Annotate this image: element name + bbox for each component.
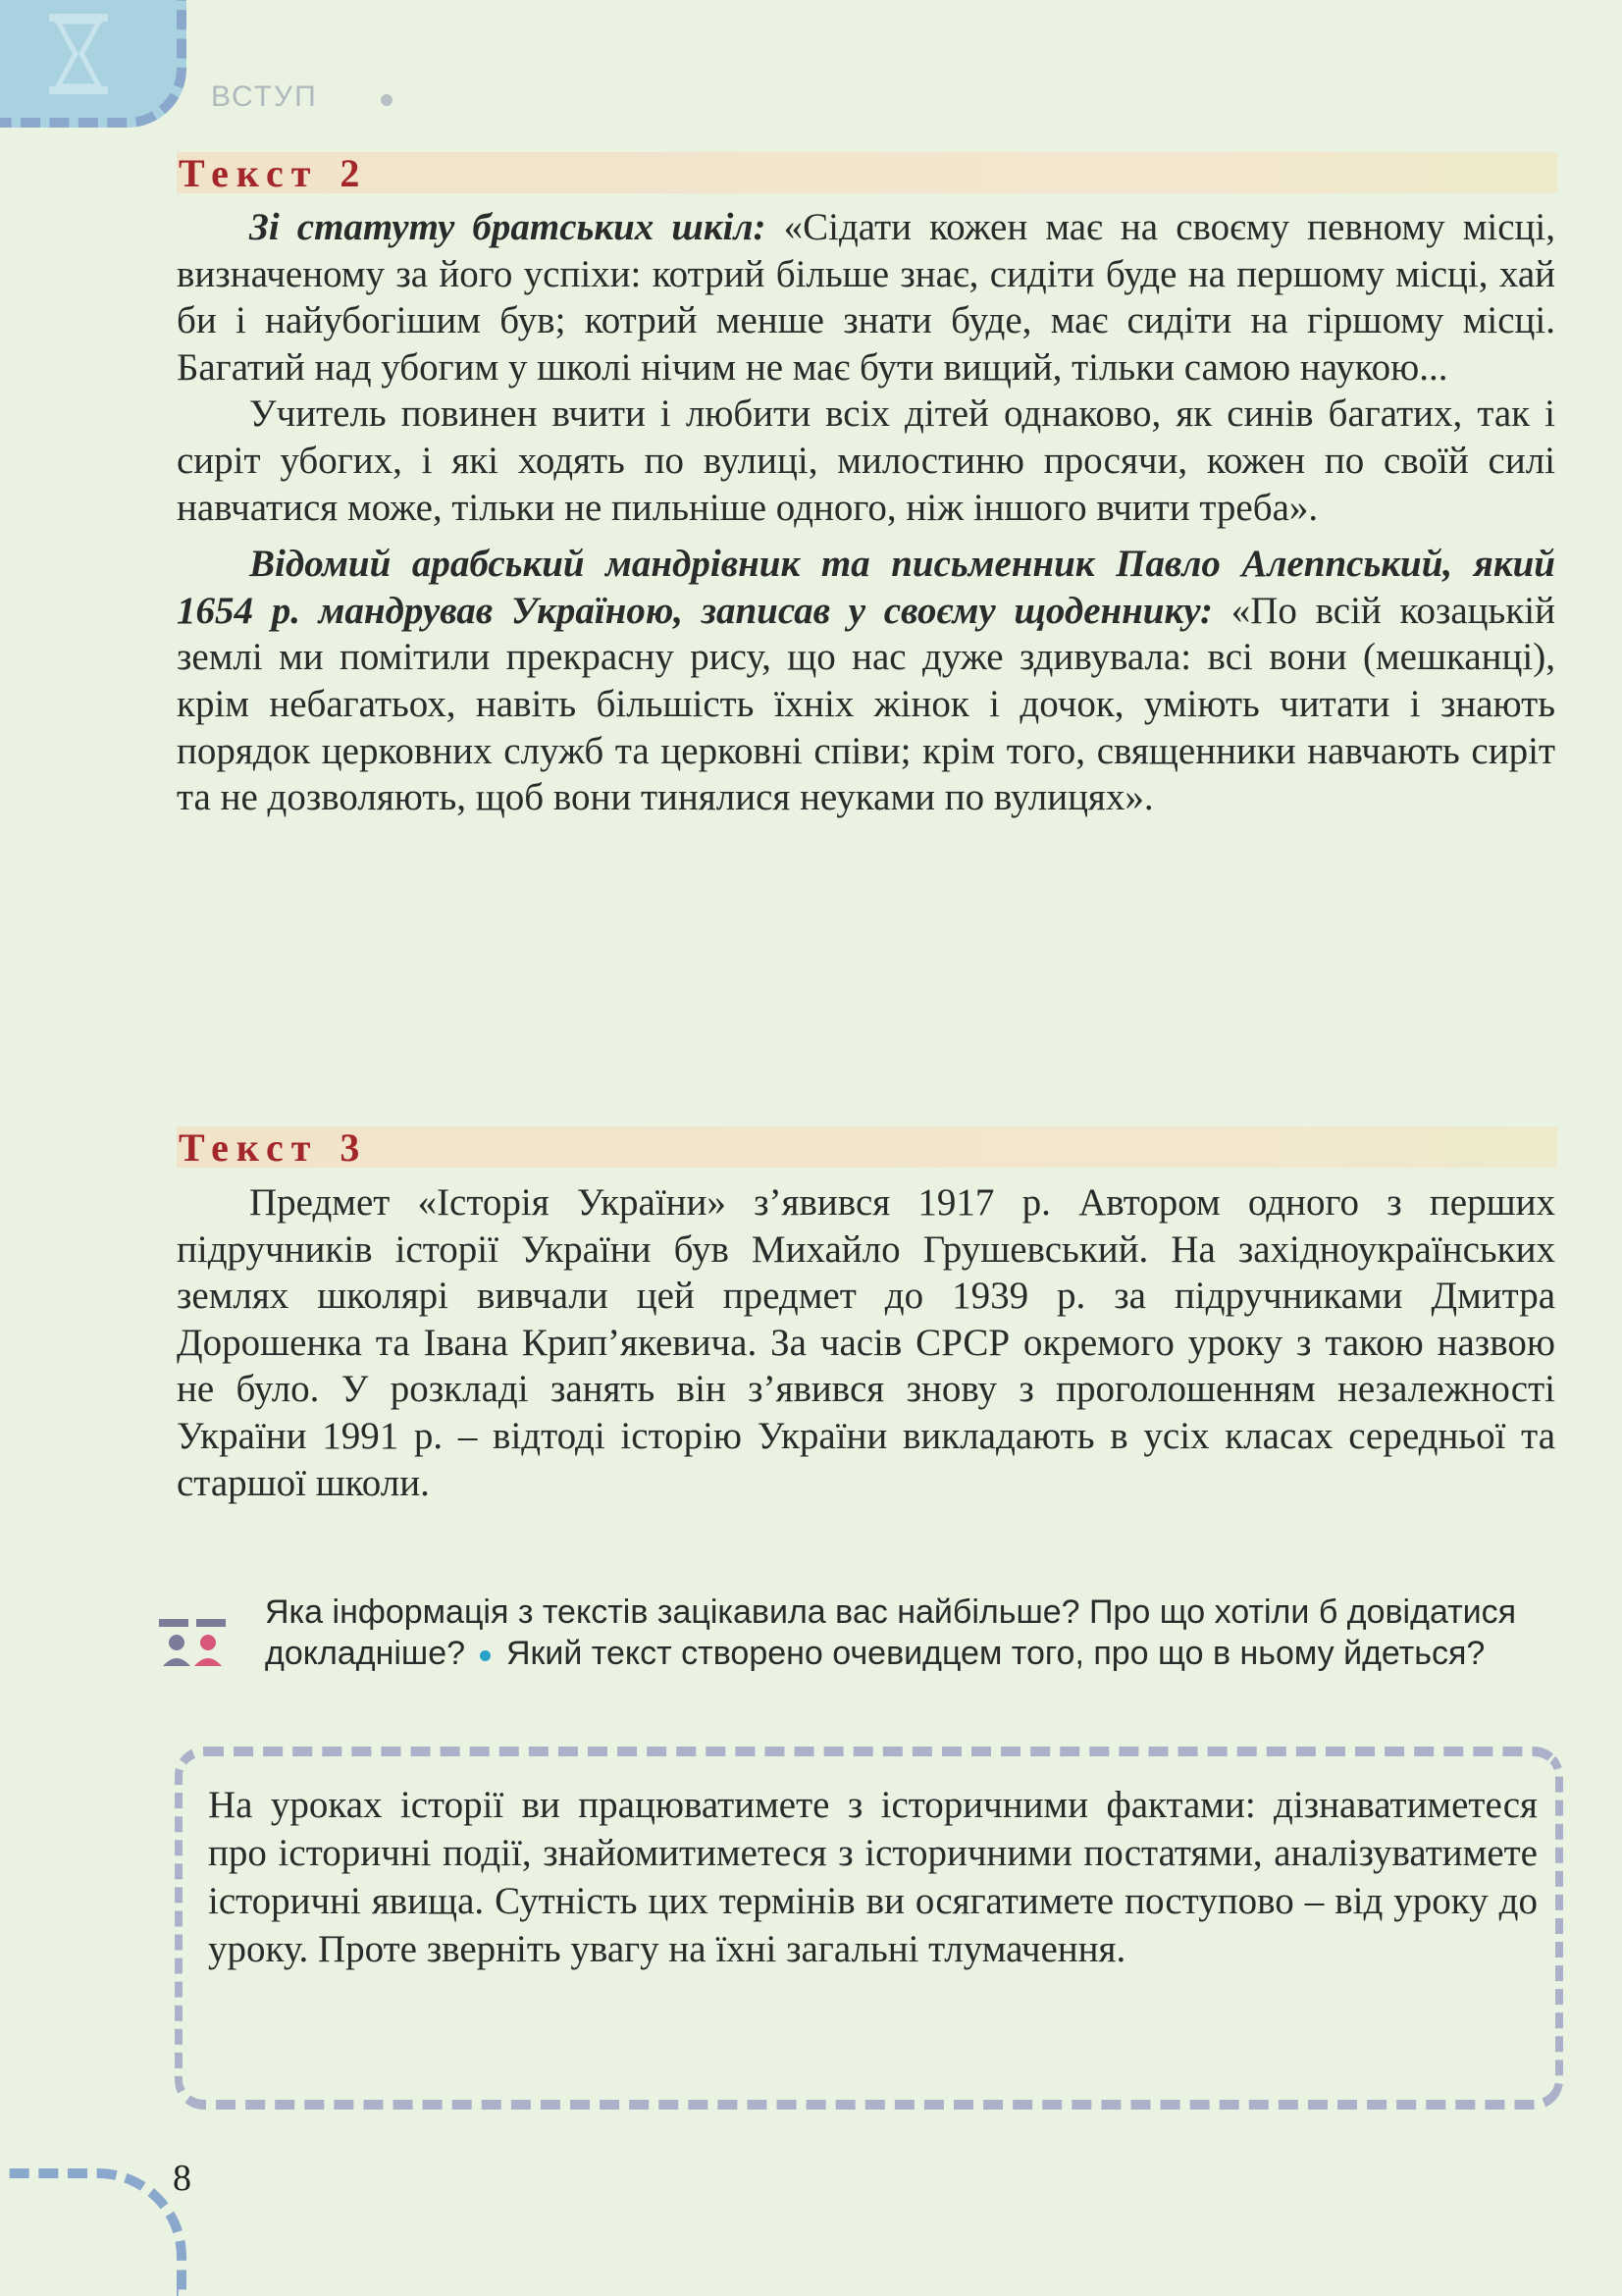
section-title: ВСТУП [211, 80, 318, 113]
question-1: Яка інформація з текстів зацікавила вас найбільше? Про що хотіли б довідатися докладніше? [265, 1593, 1517, 1672]
text2-p3-body: «По всій козацькій землі ми помітили прекрасну рису, що нас дуже здивувала: всі вони (мешканці), крім небагатьох, навіть більшість їхніх жінок і дочок, уміють читати і знають порядок церковних служб та церковні співи; крім того, священники навчають сиріт та не дозволяють, щоб вони тинялися неуками по вулицях». [177, 589, 1555, 819]
text2-body [177, 204, 1555, 821]
text3-heading-word: Текст [179, 1125, 319, 1170]
question-2: Який текст створено очевидцем того, про що в ньому йдеться? [505, 1635, 1486, 1672]
text2-heading-number: 2 [340, 151, 360, 195]
text2-p1-lead: Зі статуту братських шкіл: [249, 206, 766, 248]
text2-paragraph-3 [177, 541, 1555, 821]
discussion-questions [265, 1592, 1560, 1674]
hourglass-icon [44, 10, 113, 98]
text3-heading [177, 1126, 1557, 1168]
text2-paragraph-2: Учитель повинен вчити і любити всіх дітей однаково, як синів багатих, так і сиріт убогих, і які ходять по вулиці, милостиню просячи, кожен по своїй силі навчатися може, тільки не пильніше одного, ніж іншого вчити треба». [177, 392, 1555, 529]
bottom-corner-decoration [0, 2168, 186, 2296]
note-text: На уроках історії ви працюватимете з історичними фактами: дізнаватиметеся про історичні події, знайомитиметеся з історичними постатями, аналізуватимете історичні явища. Сутність цих термінів ви осягатимете поступово – від уроку до уроку. Проте зверніть увагу на їхні загальні тлумачення. [208, 1784, 1538, 1970]
text3-body [177, 1179, 1555, 1506]
page-number: 8 [173, 2158, 191, 2199]
section-dot [381, 94, 392, 106]
text2-heading [177, 152, 1557, 193]
text3-paragraph-1: Предмет «Історія України» з’явився 1917 р. Автором одного з перших підручників історії України був Михайло Грушевський. На західноукраїнських землях школярі вивчали цей предмет до 1939 р. за підручниками Дмитра Дорошенка та Івана Крип’якевича. За часів СРСР окремого уроку з такою назвою не було. У розкладі занять він з’явився знову з проголошенням незалежності України 1991 р. – відтоді історію України викладають в усіх класах середньої та старшої школи. [177, 1181, 1555, 1504]
text3-heading-number: 3 [340, 1125, 360, 1170]
corner-badge [0, 0, 186, 128]
bullet-dot [480, 1650, 491, 1661]
text2-p1-body: «Сідати кожен має на своєму певному місці, визначеному за його успіхи: котрий більше знає, сидіти буде на першому місці, хай би і найубогішим був; котрий менше знати буде, має сидіти на гіршому місці. Багатий над убогим у школі нічим не має бути вищий, тільки самою наукою... [177, 206, 1555, 389]
discussion-icon [157, 1617, 235, 1676]
text2-paragraph-1 [177, 204, 1555, 391]
text2-heading-word: Текст [179, 151, 319, 195]
text2-p3-lead: Відомий арабський мандрівник та письменник Павло Алеппський, який 1654 р. мандрував Україною, записав у своєму щоденнику: [177, 543, 1555, 632]
